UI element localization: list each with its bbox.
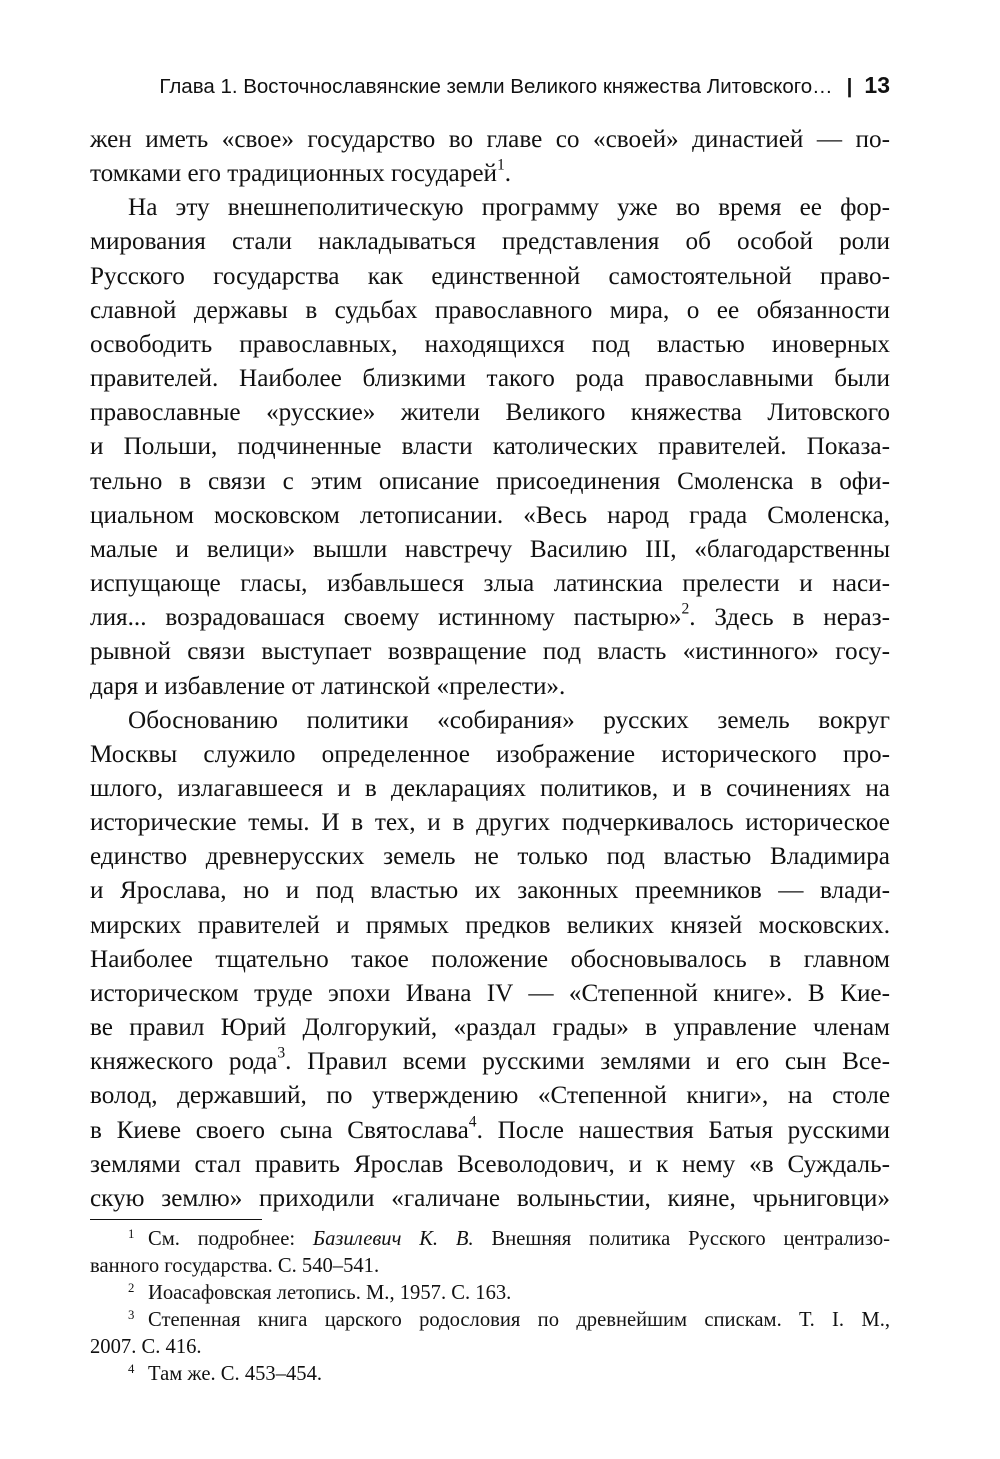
footnote-ref-2[interactable]: 2 [681, 600, 690, 618]
text-line: ве правил Юрий Долгорукий, «раздал грады» в управление членам [90, 1014, 890, 1042]
text-line-content: лия... возрадовашася своему истинному пастырю» [90, 604, 682, 632]
text-line: Москвы служило определенное изображение исторического про- [90, 740, 890, 768]
footnote-line: 4 Там же. С. 453–454. [128, 1361, 323, 1385]
text-line: мирских правителей и прямых предков великих князей московских. [90, 911, 890, 939]
text-line: скую землю» приходили «галичане волыньстии, кияне, чрьниговци» [90, 1184, 890, 1212]
text-line-content: . Здесь в нераз- [689, 604, 890, 632]
text-line [90, 601, 890, 635]
text-line: православные «русские» жители Великого княжества Литовского [90, 399, 890, 427]
footnotes [90, 1226, 890, 1387]
text-line: даря и избавление от латинской «прелести». [90, 672, 566, 700]
text-line [90, 1114, 890, 1148]
text-line: жен иметь «свое» государство во главе со «своей» династией — по- [90, 126, 890, 153]
main-text [90, 123, 890, 1216]
text-line-content: . После нашествия Батыя русскими [476, 1116, 891, 1144]
text-line: Наиболее тщательно такое положение обосновывалось в главном [90, 945, 890, 973]
text-line-content: . Правил всеми русскими землями и его сын Все- [285, 1048, 890, 1076]
footnote-line: 3 Степенная книга царского родословия по древнейшим спискам. Т. I. М., [128, 1307, 890, 1331]
footnote-text: Степенная книга царского родословия по древнейшим спискам. Т. I. М., [148, 1308, 890, 1331]
footnote-line: ванного государства. С. 540–541. [90, 1254, 380, 1277]
text-line: На эту внешнеполитическую программу уже во время ее фор- [128, 194, 890, 222]
text-line: малые и велици» вышли навстречу Василию III, «благодарственны [90, 535, 890, 563]
text-line: циальном московском летописании. «Весь народ града Смоленска, [90, 501, 890, 529]
text-line: Обоснованию политики «собирания» русских земель вокруг [128, 706, 890, 734]
text-line: и Польши, подчиненные власти католических правителей. Показа- [90, 433, 890, 461]
footnote-3 [90, 1307, 890, 1361]
paragraph-1 [90, 123, 890, 191]
paragraph-2 [90, 191, 890, 703]
footnote-author: Базилевич К. В. [312, 1228, 474, 1250]
page-number: 13 [864, 72, 890, 98]
footnote-prefix: См. подробнее: [148, 1228, 313, 1250]
paragraph-3 [90, 704, 890, 1216]
chapter-title: Глава 1. Восточнославянские земли Великого княжества Литовского… [159, 75, 833, 98]
footnote-text: Иоасафовская летопись. М., 1957. С. 163. [148, 1281, 512, 1304]
footnote-divider [90, 1219, 262, 1220]
text-line: правителей. Наиболее близкими такого рода православными были [90, 365, 890, 393]
text-line: испущающе гласы, избавльшеся злыа латинскиа прелести и наси- [90, 570, 890, 598]
footnote-ref-3[interactable]: 3 [277, 1044, 286, 1062]
text-line: землями стал править Ярослав Всеволодович, и к нему «в Суждаль- [90, 1150, 890, 1178]
text-line: волод, державший, по утверждению «Степенной книги», на столе [90, 1082, 890, 1110]
text-line-content: в Киеве своего сына Святослава [90, 1116, 469, 1144]
footnote-text: Там же. С. 453–454. [148, 1362, 323, 1385]
text-line: славной державы в судьбах православного мира, о ее обязанности [90, 296, 890, 324]
footnote-line: 2 Иоасафовская летопись. М., 1957. С. 163. [128, 1280, 512, 1304]
footnote-ref-4[interactable]: 4 [468, 1112, 477, 1130]
text-line: Русского государства как единственной самостоятельной право- [90, 262, 890, 290]
footnote-ref-1[interactable]: 1 [496, 156, 505, 174]
footnote-text: Внешняя политика Русского централизо- [473, 1228, 890, 1250]
text-line-content: томками его традиционных государей [90, 160, 497, 188]
footnote-line: 1 См. подробнее: Базилевич К. В. Внешняя политика Русского централизо- [128, 1226, 890, 1250]
text-line: рывной связи выступает возвращение под власть «истинного» госу- [90, 638, 890, 666]
text-line: и Ярослава, но и под властью их законных преемников — влади- [90, 877, 890, 905]
footnote-4 [90, 1361, 890, 1388]
text-line-content: княжеского рода [90, 1048, 278, 1076]
footnote-2 [90, 1280, 890, 1307]
text-line: освободить православных, находящихся под властью иноверных [90, 330, 890, 358]
text-line: томками его традиционных государей$^1$. [90, 156, 512, 188]
footnote-line: 2007. С. 416. [90, 1335, 202, 1358]
footnote-1 [90, 1226, 890, 1280]
text-line: шлого, излагавшееся и в декларациях политиков, и в сочинениях на [90, 774, 890, 802]
text-line: исторические темы. И в тех, и в других подчеркивалось историческое [90, 809, 890, 837]
text-line [90, 1045, 890, 1079]
header-separator: | [846, 75, 853, 98]
running-head [90, 62, 890, 110]
text-line: историческом труде эпохи Ивана IV — «Степенной книге». В Кие- [90, 979, 890, 1007]
text-line: единство древнерусских земель не только под властью Владимира [90, 843, 890, 871]
text-line: тельно в связи с этим описание присоединения Смоленска в офи- [90, 467, 890, 495]
text-line: мирования стали накладываться представления об особой роли [90, 228, 890, 256]
